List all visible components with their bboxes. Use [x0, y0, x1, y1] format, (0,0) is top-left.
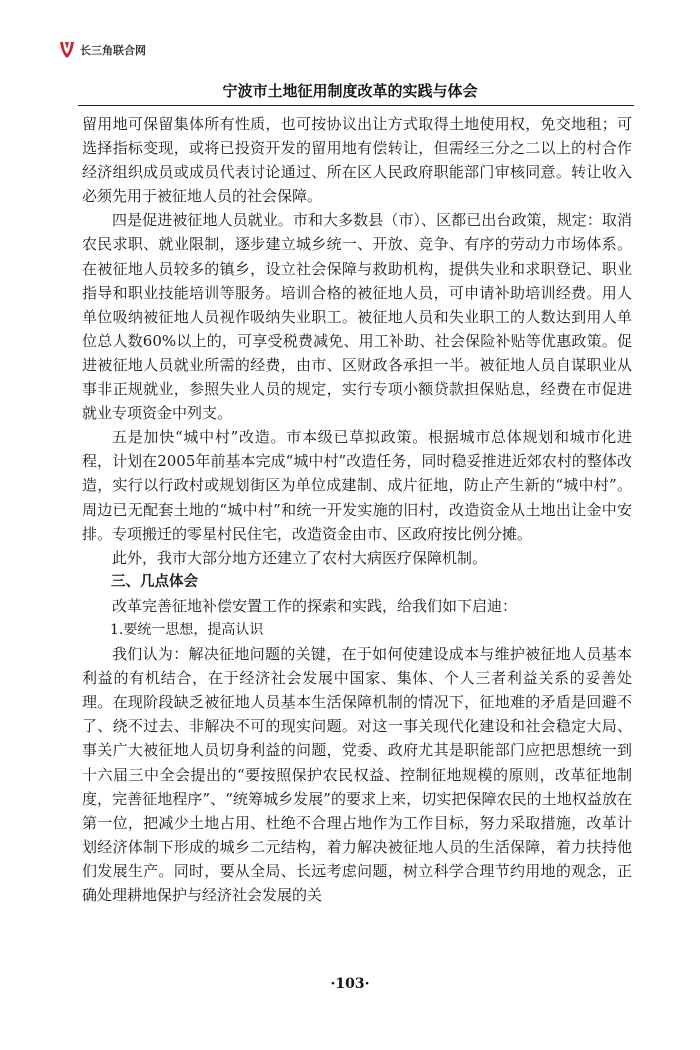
body-text — [82, 112, 632, 907]
paragraph: 五是加快“城中村”改造。市本级已草拟政策。根据城市总体规划和城市化进程，计划在2005年前基本完成“城中村”改造任务，同时稳妥推进近郊农村的整体改造，实行以行政村或规划街区为单位成建制、成片征地，防止产生新的“城中村”。周边已无配套土地的“城中村”和统一开发实施的旧村，改造资金从土地出让金中安排。专项搬迁的零星村民住宅，改造资金由市、区政府按比例分摊。 — [82, 428, 632, 543]
site-logo-text: 长三角联合网 — [80, 44, 146, 57]
page-number: ·103· — [330, 976, 370, 992]
site-header — [58, 38, 146, 62]
logo-icon — [58, 40, 76, 60]
paragraph: 四是促进被征地人员就业。市和大多数县（市）、区都已出台政策，规定：取消农民求职、就业限制，逐步建立城乡统一、开放、竞争、有序的劳动力市场体系。在被征地人员较多的镇乡，设立社会保障与救助机构，提供失业和求职登记、职业指导和职业技能培训等服务。培训合格的被征地人员，可申请补助培训经费。用人单位吸纳被征地人员视作吸纳失业职工。被征地人员和失业职工的人数达到用人单位总人数60%以上的，可享受税费减免、用工补助、社会保险补贴等优惠政策。促进被征地人员就业所需的经费，由市、区财政各承担一半。被征地人员自谋职业从事非正规就业，参照失业人员的规定，实行专项小额贷款担保贴息，经费在市促进就业专项资金中列支。 — [82, 211, 632, 423]
paragraph: 此外，我市大部分地方还建立了农村大病医疗保障机制。 — [112, 548, 488, 567]
page-title: 宁波市土地征用制度改革的实践与体会 — [222, 82, 478, 100]
paragraph: 留用地可保留集体所有性质，也可按协议出让方式取得土地使用权，免交地租；可选择指标变现，或将已投资开发的留用地有偿转让，但需经三分之二以上的村合作经济组织成员或成员代表讨论通过、所在区人民政府职能部门审核同意。转让收入必须先用于被征地人员的社会保障。 — [82, 115, 632, 206]
subsection-heading: 1.要统一思想，提高认识 — [110, 621, 264, 638]
header-divider — [78, 105, 634, 106]
paragraph: 我们认为：解决征地问题的关键，在于如何使建设成本与维护被征地人员基本利益的有机结合，在于经济社会发展中国家、集体、个人三者利益关系的妥善处理。在现阶段缺乏被征地人员基本生活保障机制的情况下，征地难的矛盾是回避不了、绕不过去、非解决不可的现实问题。对这一事关现代化建设和社会稳定大局、事关广大被征地人员切身利益的问题，党委、政府尤其是职能部门应把思想统一到十六届三中全会提出的“要按照保护农民权益、控制征地规模的原则，改革征地制度，完善征地程序”、“统筹城乡发展”的要求上来，切实把保障农民的土地权益放在第一位，把减少土地占用、杜绝不合理占地作为工作目标，努力采取措施，改革计划经济体制下形成的城乡二元结构，着力解决被征地人员的生活保障，着力扶持他们发展生产。同时，要从全局、长远考虑问题，树立科学合理节约用地的观念，正确处理耕地保护与经济社会发展的关 — [82, 645, 632, 904]
section-heading: 三、几点体会 — [111, 573, 198, 590]
paragraph: 改革完善征地补偿安置工作的探索和实践，给我们如下启迪： — [112, 596, 518, 615]
